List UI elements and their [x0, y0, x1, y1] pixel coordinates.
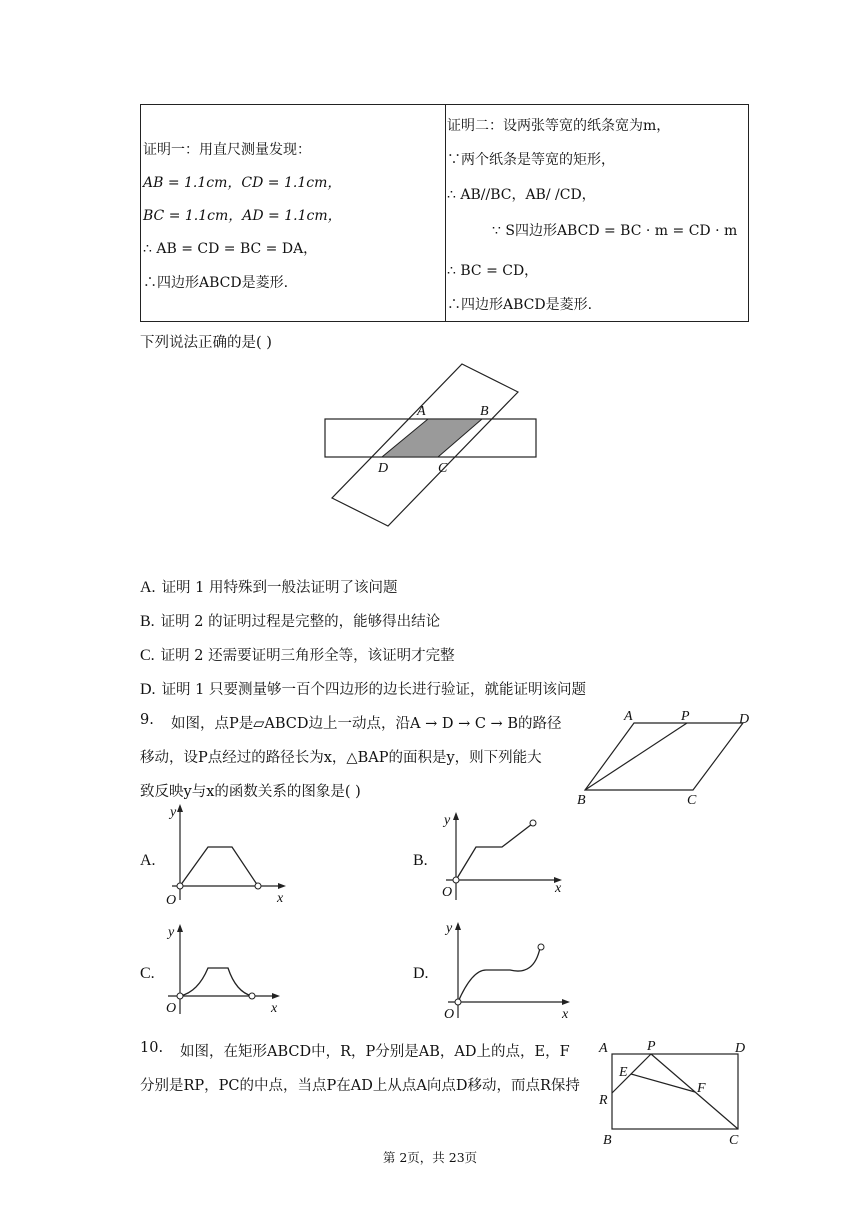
q9-graph-d[interactable] — [434, 918, 574, 1022]
q9-graph-d-x: x — [562, 1007, 569, 1022]
proof-one-line: ∴四边形ABCD是菱形. — [143, 275, 289, 291]
q9-label-d: D — [739, 712, 750, 727]
proof-two-line: 证明二：设两张等宽的纸条宽为m， — [447, 118, 671, 134]
q9-graph-option-c-label[interactable]: C. — [140, 965, 155, 982]
q8-label-b: B — [480, 404, 489, 419]
proof-two-line: ∴ AB//BC，AB/ /CD， — [447, 187, 596, 203]
q9-label-c: C — [687, 793, 697, 808]
q9-graph-b[interactable] — [434, 808, 574, 908]
q8-label-d: D — [378, 461, 389, 476]
q10-line: 如图，在矩形ABCD中，R，P分别是AB，AD上的点，E，F — [180, 1044, 570, 1060]
q10-label-c: C — [729, 1133, 739, 1148]
q9-figure — [575, 708, 755, 808]
q9-graph-option-b-label[interactable]: B. — [413, 852, 428, 869]
q9-graph-c-o: O — [166, 1001, 177, 1016]
proof-two-line: ∵ S四边形ABCD = BC · m = CD · m — [492, 223, 738, 239]
q9-graph-c-y: y — [168, 925, 175, 940]
proof-one-line: 证明一：用直尺测量发现： — [143, 142, 311, 158]
q8-option-c[interactable]: C. 证明 2 还需要证明三角形全等，该证明才完整 — [140, 647, 455, 664]
q10-label-a: A — [599, 1041, 608, 1056]
q10-label-b: B — [603, 1133, 612, 1148]
table-divider — [445, 105, 446, 321]
proof-one-line: ∴ AB = CD = BC = DA， — [143, 241, 318, 257]
q9-graph-b-o: O — [442, 885, 453, 900]
q9-graph-a-x: x — [277, 891, 284, 906]
q8-prompt: 下列说法正确的是( ) — [140, 335, 272, 351]
q8-label-a: A — [417, 404, 426, 419]
q10-line: 分别是RP，PC的中点，当点P在AD上从点A向点D移动，而点R保持 — [140, 1078, 580, 1094]
q8-option-a[interactable]: A. 证明 1 用特殊到一般法证明了该问题 — [140, 579, 398, 596]
q10-label-f: F — [697, 1081, 706, 1096]
q10-label-d: D — [735, 1041, 746, 1056]
q8-option-b[interactable]: B. 证明 2 的证明过程是完整的，能够得出结论 — [140, 613, 441, 630]
q9-graph-option-a-label[interactable]: A. — [140, 852, 156, 869]
q9-graph-d-y: y — [446, 921, 453, 936]
q9-label-b: B — [577, 793, 586, 808]
q8-label-c: C — [438, 461, 448, 476]
q9-label-p: P — [681, 709, 690, 724]
proof-two-line: ∴ BC = CD， — [447, 263, 539, 279]
q10-figure — [595, 1036, 755, 1148]
q8-figure — [320, 360, 560, 530]
q9-graph-c[interactable] — [160, 920, 290, 1020]
q9-label-a: A — [624, 709, 633, 724]
q10-label-e: E — [619, 1065, 628, 1080]
q10-label-p: P — [647, 1039, 656, 1054]
q9-line: 移动，设P点经过的路径长为x，△BAP的面积是y，则下列能大 — [140, 750, 542, 766]
q9-graph-b-x: x — [555, 881, 562, 896]
proof-one-line: BC = 1.1cm，AD = 1.1cm， — [143, 208, 342, 224]
q9-graph-a-y: y — [170, 805, 177, 820]
q10-label-r: R — [599, 1093, 608, 1108]
q9-number: 9. — [140, 712, 154, 728]
q8-option-d[interactable]: D. 证明 1 只要测量够一百个四边形的边长进行验证，就能证明该问题 — [140, 681, 587, 698]
q9-graph-a-o: O — [166, 893, 177, 908]
q9-graph-a[interactable] — [160, 800, 290, 910]
q9-graph-b-y: y — [444, 813, 451, 828]
q9-graph-option-d-label[interactable]: D. — [413, 965, 429, 982]
q9-line: 致反映y与x的函数关系的图象是( ) — [140, 784, 361, 800]
q9-graph-c-x: x — [271, 1001, 278, 1016]
q9-graph-d-o: O — [444, 1007, 455, 1022]
q9-line: 如图，点P是▱ABCD边上一动点，沿A → D → C → B的路径 — [171, 716, 562, 732]
q10-number: 10. — [140, 1040, 164, 1056]
proof-one-line: AB = 1.1cm，CD = 1.1cm， — [143, 175, 342, 191]
proof-two-line: ∴四边形ABCD是菱形. — [447, 297, 593, 313]
page-footer: 第 2页，共 23页 — [382, 1150, 478, 1165]
proof-two-line: ∵两个纸条是等宽的矩形， — [447, 152, 615, 168]
